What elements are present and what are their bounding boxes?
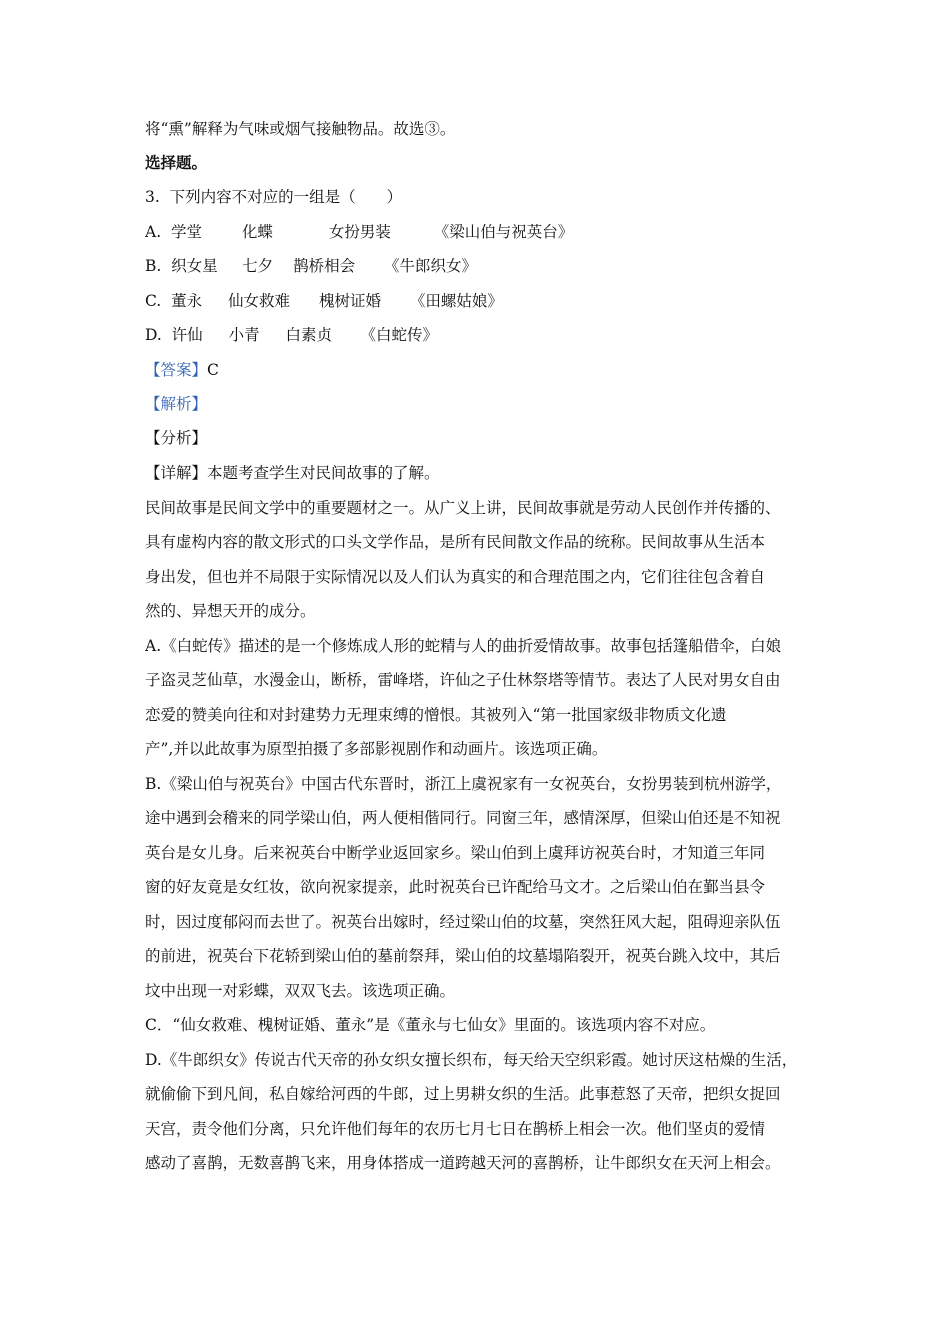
option-item: 白素贞 xyxy=(285,326,333,344)
option-item: 化蝶 xyxy=(241,223,273,241)
option-item: 许仙 xyxy=(171,326,203,344)
detail-text: 本题考查学生对民间故事的了解。 xyxy=(207,464,440,482)
option-item: 七夕 xyxy=(242,257,274,275)
answer-line xyxy=(145,359,835,381)
option-a xyxy=(145,221,835,243)
fenxi-tag: 【分析】 xyxy=(145,429,208,447)
section-title: 选择题。 xyxy=(145,153,208,172)
option-letter: A. xyxy=(145,223,162,241)
option-b xyxy=(145,255,835,277)
option-item: 槐树证婚 xyxy=(318,292,381,310)
paragraph-b-line: 途中遇到会稽来的同学梁山伯，两人便相偕同行。同窗三年，感情深厚，但梁山伯还是不知祝 xyxy=(145,809,781,827)
paragraph-d-line: 就偷偷下到凡间，私自嫁给河西的牛郎，过上男耕女织的生活。此事惹怒了天帝，把织女捉回 xyxy=(145,1085,781,1103)
paragraph-d-line: 感动了喜鹊，无数喜鹊飞来，用身体搭成一道跨越天河的喜鹊桥，让牛郎织女在天河上相会。 xyxy=(145,1154,781,1172)
option-c xyxy=(145,290,835,312)
detail-line xyxy=(145,462,835,484)
option-item: 《白蛇传》 xyxy=(360,326,438,344)
paragraph-c-line: C．“仙女救难、槐树证婚、董永”是《董永与七仙女》里面的。该选项内容不对应。 xyxy=(145,1016,716,1034)
question-text: 下列内容不对应的一组是（ ） xyxy=(169,188,403,206)
option-item: 《梁山伯与祝英台》 xyxy=(433,223,574,241)
paragraph-line: 身出发，但也并不局限于实际情况以及人们认为真实的和合理范围之内，它们往往包含着自 xyxy=(145,568,766,586)
option-item: 《牛郎织女》 xyxy=(384,257,478,275)
paragraph-line: 具有虚构内容的散文形式的口头文学作品，是所有民间散文作品的统称。民间故事从生活本 xyxy=(145,533,766,551)
paragraph-b-line: 窗的好友竟是女红妆，欲向祝家提亲，此时祝英台已许配给马文才。之后梁山伯在鄞当县令 xyxy=(145,878,766,896)
answer-value: C xyxy=(207,361,219,379)
paragraph-a-line: A.《白蛇传》描述的是一个修炼成人形的蛇精与人的曲折爱情故事。故事包括篷船借伞，白娘 xyxy=(145,637,782,655)
detail-tag: 【详解】 xyxy=(145,464,208,482)
option-letter: C. xyxy=(145,292,162,310)
paragraph-a-line: 产”,并以此故事为原型拍摄了多部影视剧作和动画片。该选项正确。 xyxy=(145,740,608,758)
option-d xyxy=(145,324,835,346)
paragraph-b-line: 时，因过度郁闷而去世了。祝英台出嫁时，经过梁山伯的坟墓，突然狂风大起，阻碍迎亲队伍 xyxy=(145,913,781,931)
paragraph-b-line: 的前进，祝英台下花轿到梁山伯的墓前祭拜，梁山伯的坟墓塌陷裂开，祝英台跳入坟中，其后 xyxy=(145,947,781,965)
paragraph-b-line: 坟中出现一对彩蝶，双双飞去。该选项正确。 xyxy=(145,982,456,1000)
paragraph-d-line: D.《牛郎织女》传说古代天帝的孙女织女擅长织布，每天给天空织彩霞。她讨厌这枯燥的生活， xyxy=(145,1051,798,1069)
option-item: 小青 xyxy=(228,326,260,344)
option-item: 学堂 xyxy=(170,223,202,241)
option-letter: B. xyxy=(145,257,162,275)
option-item: 织女星 xyxy=(171,257,218,275)
paragraph-line: 民间故事是民间文学中的重要题材之一。从广义上讲，民间故事就是劳动人民创作并传播的、 xyxy=(145,499,781,517)
paragraph-d-line: 天宫，责令他们分离，只允许他们每年的农历七月七日在鹊桥上相会一次。他们坚贞的爱情 xyxy=(145,1120,766,1138)
paragraph-b-line: B.《梁山伯与祝英台》中国古代东晋时，浙江上虞祝家有一女祝英台，女扮男装到杭州游学， xyxy=(145,775,782,793)
analysis-tag: 【解析】 xyxy=(145,395,208,413)
paragraph-b-line: 英台是女儿身。后来祝英台中断学业返回家乡。梁山伯到上虞拜访祝英台时，才知道三年同 xyxy=(145,844,766,862)
question-number: 3. xyxy=(145,188,160,206)
option-letter: D. xyxy=(145,326,162,344)
option-item: 《田螺姑娘》 xyxy=(409,292,503,310)
option-item: 女扮男装 xyxy=(328,223,391,241)
option-item: 鹊桥相会 xyxy=(293,257,356,275)
question-stem xyxy=(145,186,835,208)
paragraph-line: 然的、异想天开的成分。 xyxy=(145,602,316,620)
option-item: 仙女救难 xyxy=(228,292,291,310)
option-item: 董永 xyxy=(171,292,203,310)
answer-tag: 【答案】 xyxy=(145,361,208,379)
previous-answer-tail: 将“熏”解释为气味或烟气接触物品。故选③。 xyxy=(145,120,456,138)
paragraph-a-line: 恋爱的赞美向往和对封建势力无理束缚的憎恨。其被列入“第一批国家级非物质文化遗 xyxy=(145,706,727,724)
paragraph-a-line: 子盗灵芝仙草，水漫金山，断桥，雷峰塔，许仙之子仕林祭塔等情节。表达了人民对男女自由 xyxy=(145,671,781,689)
